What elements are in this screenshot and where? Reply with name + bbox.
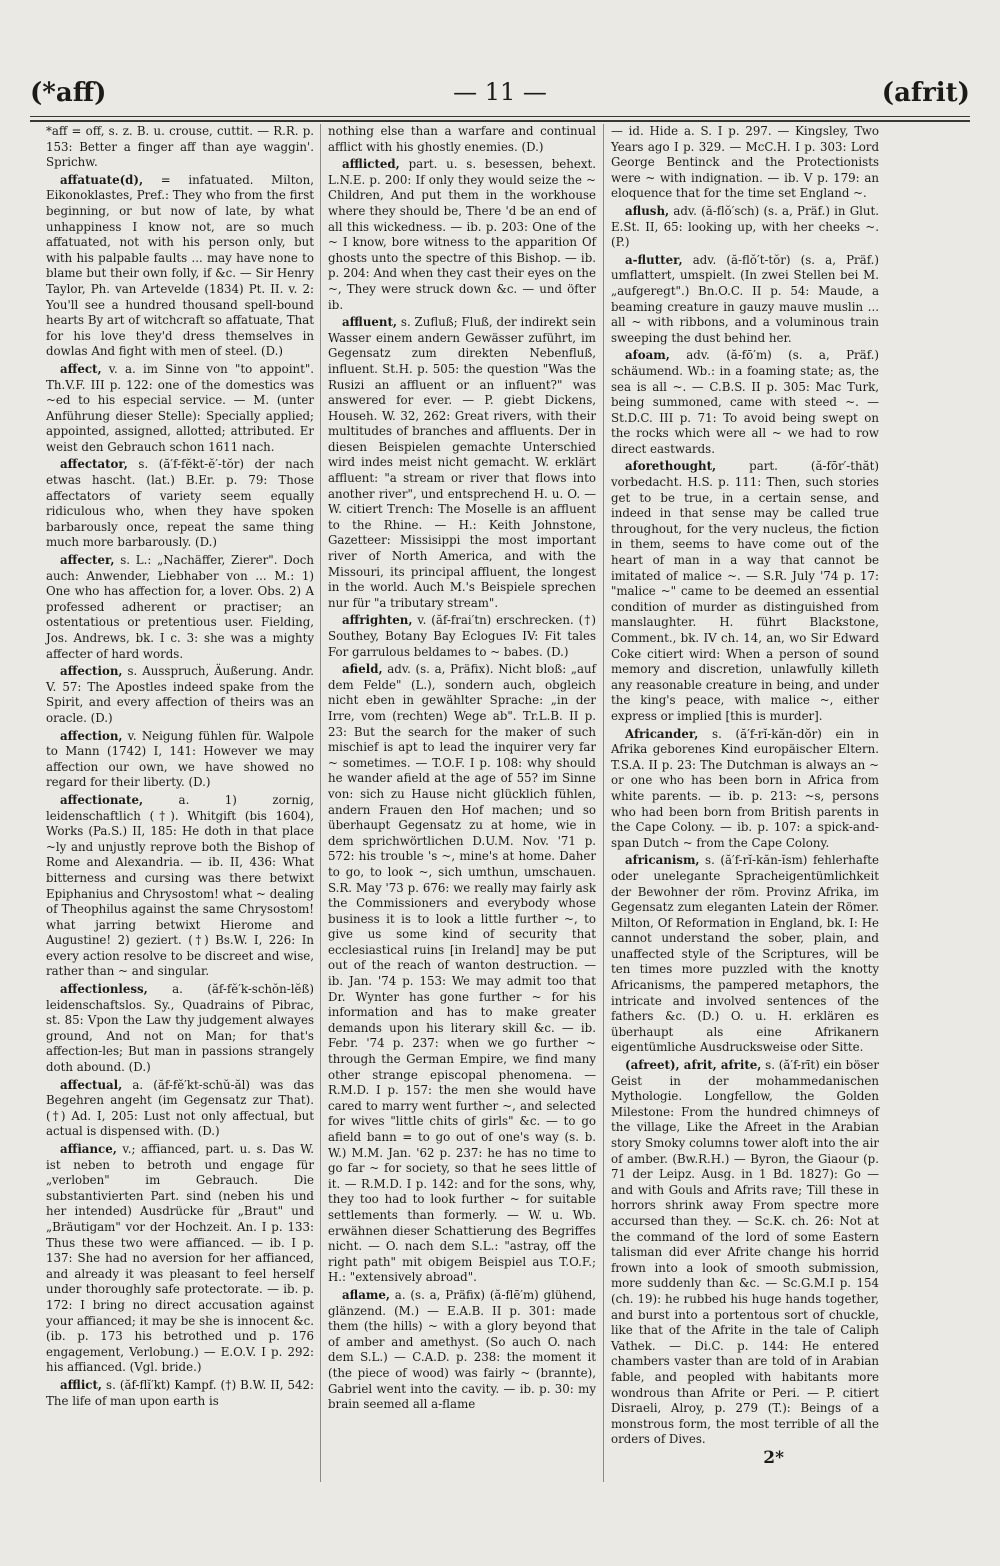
- entry-headword: affatuate(d),: [60, 172, 144, 187]
- entry-headword: affectator,: [60, 457, 128, 472]
- entry-headword: affiance,: [60, 1142, 117, 1156]
- entry-headword: aflush,: [625, 203, 670, 218]
- entry-headword: affection,: [60, 664, 123, 679]
- dictionary-entry: [46, 1142, 314, 1376]
- entry-headword: a-flutter,: [625, 252, 683, 267]
- dictionary-entry: [46, 982, 314, 1076]
- entry-headword: afflicted,: [342, 157, 400, 172]
- entry-headword: afield,: [342, 662, 383, 677]
- dictionary-entry: [611, 204, 879, 251]
- dictionary-entry: [46, 1378, 314, 1409]
- entry-text: a. (ăf-fĕ′k-schŏn-lĕß) leidenschaftslos. Sy., Quadrains of Pibrac, st. 85: Vpon the Law thy judgement alwayes ground, And not on Man; for that's affection-les; But man in passions strangely doth abound. (D.): [46, 982, 314, 1075]
- entry-headword: affectionless,: [60, 982, 148, 997]
- entry-text: adv. (ă-fō′m) (s. a, Präf.) schäumend. Wb.: in a foaming state; as, the sea is all ~. — C.B.S. II p. 305: Mac Turk, being summoned, came with steed ~. — St.D.C. III p. 71: To avoid being swept on the rocks which were all ~ we had to row direct eastwards.: [611, 348, 879, 456]
- entry-text: s. (ă′f-rĭ-kăn-ĭsm) fehlerhafte oder unelegante Spracheigentümlichkeit der Bewohner der röm. Provinz Afrika, im Gegensatz zum eleganten Latein der Römer. Milton, Of Reformation in England, bk. I: He cannot understand the sober, plain, and unaffected style of the Scriptures, will be ten times more puzzled with the knotty Africanisms, the pampered metaphors, the intricate and involved sentences of the fathers &c. (D.) O. u. H. erklären es überhaupt als eine Afrikanern eigentümliche Ausdrucksweise oder Sitte.: [611, 853, 879, 1055]
- entry-text: v. (ăf-frai′tn) erschrecken. (†) Southey, Botany Bay Eclogues IV: Fit tales For garrulous beldames to ~ babes. (D.): [328, 613, 596, 659]
- column-divider: [320, 124, 321, 1482]
- dictionary-entry: [328, 1288, 596, 1413]
- entry-text: v.; affianced, part. u. s. Das W. ist neben to betroth und engage für „verloben" im Gebrauch. Die substantivierten Part. sind (neben his und her intended) Ausdrücke für „Braut" und „Bräutigam" vor der Hochzeit. An. I p. 133: Thus these two were affianced. — ib. I p. 137: She had no aversion for her affianced, and already it was pleasant to feel herself under thoroughly safe protectorate. — ib. p. 172: I bring no direct accusation against your affianced; it may be she is innocent &c. (ib. p. 173 his betrothed und p. 176 engagement, Verlobung.) — E.O.V. I p. 292: his affianced. (Vgl. bride.): [46, 1142, 314, 1375]
- dictionary-entry: [46, 729, 314, 791]
- dictionary-entry: [46, 664, 314, 726]
- entry-text: s. Ausspruch, Äußerung. Andr. V. 57: The Apostles indeed spake from the Spirit, and every affection of theirs was an oracle. (D.): [46, 664, 314, 725]
- dictionary-entry: [611, 124, 879, 202]
- entry-headword: affrighten,: [342, 613, 413, 628]
- dictionary-entry: [46, 793, 314, 980]
- header-left-guideword: (*aff): [30, 78, 107, 108]
- dictionary-entry: [328, 613, 596, 660]
- entry-text: s. (ă′f-fĕkt-ĕ′-tŏr) der nach etwas hascht. (lat.) B.Er. p. 79: Those affectators of variety seem equally ridiculous who, when they have spoken barbarously once, repeat the same thing much more barbarously. (D.): [46, 457, 314, 550]
- header-right-guideword: (afrit): [881, 78, 970, 108]
- dictionary-entry: [611, 727, 879, 852]
- entry-text: s. L.: „Nachäffer, Zierer". Doch auch: Anwender, Liebhaber von ... M.: 1) One who has affection for, a lover. Obs. 2) A professed adherent or practiser; an ostentatious or pretentious user. Fielding, Jos. Andrews, bk. I c. 3: she was a mighty affecter of hard words.: [46, 553, 314, 661]
- dictionary-entry: [611, 853, 879, 1056]
- column-1: [46, 124, 314, 1411]
- dictionary-entry: [46, 362, 314, 456]
- entry-text: a. (s. a, Präfix) (ă-flē′m) glühend, glänzend. (M.) — E.A.B. II p. 301: made them (the hills) ~ with a glory beyond that of amber and amethyst. (So auch O. nach dem S.L.) — C.A.D. p. 238: the moment it (the piece of wood) was fairly ~ (brannte), Gabriel went into the cavity. — ib. p. 30: my brain seemed all a-flame: [328, 1287, 596, 1412]
- entry-text: v. Neigung fühlen für. Walpole to Mann (1742) I, 141: However we may affection our own, we have showed no regard for their liberty. (D.): [46, 728, 314, 790]
- entry-headword: affecter,: [60, 553, 115, 568]
- dictionary-entry: [46, 457, 314, 551]
- entry-headword: afoam,: [625, 348, 670, 363]
- entry-text: = infatuated. Milton, Eikonoklastes, Pref.: They who from the first beginning, or but now of late, by what unhappiness I know not, are so much affatuated, not with his person only, but with his palpable faults ... may have none to blame but their own folly, if &c. — Sir Henry Taylor, Ph. van Artevelde (1834) Pt. II. v. 2: You'll see a hundred thousand spell-bound hearts By art of witchcraft so affatuate, That for his love they'd dress themselves in dowlas And fight with men of steel. (D.): [46, 172, 314, 359]
- entry-text: adv. (ă-flŏ′sch) (s. a, Präf.) in Glut. E.St. II, 65: looking up, with her cheeks ~. (P.): [611, 203, 879, 250]
- dictionary-entry: [611, 1058, 879, 1448]
- entry-text: s. (ă′f-rĭ-kăn-dŏr) ein in Afrika geborenes Kind europäischer Eltern. T.S.A. II p. 23: The Dutchman is always an ~ or one who has been born in Africa from white parents. — ib. p. 213: ~s, persons who had been born from British parents in the Cape Colony. — ib. p. 107: a spick-and-span Dutch ~ from the Cape Colony.: [611, 726, 879, 850]
- column-2: [328, 124, 596, 1415]
- column-divider: [603, 124, 604, 1482]
- entry-text: part. u. s. besessen, behext. L.N.E. p. 200: If only they would seize the ~ Children, And put them in the workhouse where they should be, There 'd be an end of all this wickedness. — ib. p. 203: One of the ~ I know, bore witness to the apparition Of ghosts unto the spectre of this Bishop. — ib. p. 204: And when they cast their eyes on the ~, They were struck down &c. — und öfter ib.: [328, 157, 596, 312]
- column-3: [611, 124, 879, 1450]
- entry-text: adv. (ă-flŏ′t-tŏr) (s. a, Präf.) umflattert, umspielt. (In zwei Stellen bei M. „aufgeregt".) Bn.O.C. II p. 54: Maude, a beaming creature in gauzy mauve muslin ... all ~ with ribbons, and a voluminous train sweeping the dust behind her.: [611, 252, 879, 345]
- entry-headword: affectionate,: [60, 792, 144, 807]
- dictionary-entry: [328, 662, 596, 1286]
- entry-text: adv. (s. a, Präfix). Nicht bloß: „auf dem Felde" (L.), sondern auch, obgleich nicht eben in gewählter Sprache: „in der Irre, vom (rechten) Wege ab". Tr.L.B. II p. 23: But the search for the maker of such mischief is apt to lead the inquirer very far ~ sometimes. — T.O.F. I p. 108: why should he wander afield at the age of 55? im Sinne von: sich zu Hause nicht glücklich fühlen, andern Frauen den Hof machen; und so überhaupt Gegensatz zu at home, wie in dem sprichwörtlichen D.U.M. Nov. '71 p. 572: his trouble 's ~, mine's at home. Daher to go, to look ~, sich umthun, umschauen. S.R. May '73 p. 676: we really may fairly ask the Commissioners and everybody whose business it is to look a little further ~, to give us some kind of security that ecclesiastical ruins [in Ireland] may be put out of the reach of wanton destruction. — ib. Jan. '74 p. 153: We may admit too that Dr. Wynter has gone further ~ for his information and has to make greater demands upon his literary skill &c. — ib. Febr. '74 p. 237: when we go further ~ through the German Empire, we find many other strange episcopal phenomena. — R.M.D. I p. 157: the men she would have cared to marry went further ~, and selected for wives "little chits of girls" &c. — to go afield bann = to go out of one's way (s. b. W.) M.M. Jan. '62 p. 237: he has no time to go far ~ for society, so that he sees little of it. — R.M.D. I p. 142: and for the sons, why, they too had to look further ~ for suitable settlements than formerly. — W. u. Wb. erwähnen dieser Schattierung des Begriffes nicht. — O. nach dem S.L.: "astray, off the right path" mit obigem Beispiel aus T.O.F.; H.: "extensively abroad".: [328, 662, 596, 1285]
- entry-headword: affluent,: [342, 315, 398, 330]
- entry-text: part. (ă-fōr′-thăt) vorbedacht. H.S. p. 111: Then, such stories get to be true, in a certain sense, and indeed in that sense may be called true throughout, for the very nucleus, the fiction in them, seems to have come out of the heart of man in a way that cannot be imitated of malice ~. — S.R. July '74 p. 17: "malice ~" came to be deemed an essential condition of murder as distinguished from manslaughter. H. führt Blackstone, Comment., bk. IV ch. 14, an, wo Sir Edward Coke citiert wird: When a person of sound memory and discretion, unlawfully killeth any reasonable creature in being, and under the king's peace, with malice ~, either express or implied [this is murder].: [611, 459, 879, 723]
- dictionary-entry: [328, 124, 596, 155]
- dictionary-entry: [611, 348, 879, 457]
- entry-headword: aflame,: [342, 1287, 390, 1302]
- dictionary-entry: [46, 553, 314, 662]
- entry-text: a. 1) zornig, leidenschaftlich (†). Whitgift (bis 1604), Works (Pa.S.) II, 185: He doth in that place ~ly and unjustly reprove both the Bishop of Rome and Alexandria. — ib. II, 436: What bitterness and cursing was there betwixt Epiphanius and Chrysostom! what ~ dealing of Theophilus against the same Chrysostom! what jarring betwixt Hierome and Augustine! 2) geziert. (†) Bs.W. I, 226: In every action resolve to be discreet and wise, rather than ~ and singular.: [46, 792, 314, 979]
- header-rule-thin: [30, 116, 970, 117]
- dictionary-entry: [46, 124, 314, 171]
- dictionary-entry: [611, 459, 879, 724]
- entry-text: s. (ă′f-rīt) ein böser Geist in der mohammedanischen Mythologie. Longfellow, the Golden Milestone: From the hundred chimneys of the village, Like the Afreet in the Arabian story Smoky columns tower aloft into the air of amber. (Bw.R.H.) — Byron, the Giaour (p. 71 der Leipz. Ausg. in 1 Bd. 1827): Go — and with Gouls and Afrits rave; Till these in horrors shrink away From spectre more accursed than they. — Sc.K. ch. 26: Not at the command of the lord of some Eastern talisman did ever Afrite change his horrid frown into a look of smooth submission, more suddenly than &c. — Sc.G.M.I p. 154 (ch. 19): he rubbed his huge hands together, and burst into a portentous sort of chuckle, like that of the Afrite in the tale of Caliph Vathek. — Di.C. p. 144: He entered chambers vaster than are told of in Arabian fable, and peopled with habitants more wondrous than Afrite or Peri. — P. citiert Disraeli, Alroy, p. 279 (T.): Beings of a monstrous form, the most terrible of all the orders of Dives.: [611, 1058, 879, 1447]
- entry-text: — id. Hide a. S. I p. 297. — Kingsley, Two Years ago I p. 329. — McC.H. I p. 303: Lord George Bentinck and the Protectionists were ~ with indignation. — ib. V p. 179: an eloquence that for the time set England ~.: [611, 124, 879, 201]
- dictionary-entry: [46, 1078, 314, 1140]
- entry-text: *aff = off, s. z. B. u. crouse, cuttit. — R.R. p. 153: Better a finger aff than aye waggin'. Sprichw.: [46, 124, 314, 170]
- entry-headword: afflict,: [60, 1377, 103, 1392]
- entry-headword: (afreet), afrit, afrite,: [625, 1058, 762, 1073]
- page-number: — 11 —: [453, 78, 547, 106]
- page-header: [30, 78, 970, 114]
- dictionary-entry: [611, 253, 879, 347]
- dictionary-entry: [46, 173, 314, 360]
- dictionary-entry: [328, 157, 596, 313]
- entry-headword: affect,: [60, 361, 102, 376]
- dictionary-entry: [328, 315, 596, 611]
- entry-text: s. Zufluß; Fluß, der indirekt sein Wasser einem andern Gewässer zuführt, im Gegensatz zum direkten Nebenfluß, influent. St.H. p. 505: the question "Was the Rusizi an affluent or an influent?" was answered for ever. — P. giebt Dickens, Househ. W. 32, 262: Great rivers, with their multitudes of branches and affluents. Der in diesen Beispielen gemachte Unterschied wird indes meist nicht gemacht. W. erklärt affluent: "a stream or river that flows into another river", und entsprechend H. u. O. — W. citiert Trench: The Moselle is an affluent to the Rhine. — H.: Keith Johnstone, Gazetteer: Missisippi the most important river of North America, and with the Missouri, its principal affluent, the longest in the world. Auch M.'s Beispiele sprechen nur für "a tributary stream".: [328, 315, 596, 610]
- entry-headword: africanism,: [625, 853, 700, 868]
- entry-text: a. (ăf-fĕ′kt-schŭ-ăl) was das Begehren angeht (im Gegensatz zur That). (†) Ad. I, 205: Lust not only affectual, but actual is dispensed with. (D.): [46, 1077, 314, 1139]
- entry-headword: affection,: [60, 728, 123, 743]
- entry-text: v. a. im Sinne von "to appoint". Th.V.F. III p. 122: one of the domestics was ~ed to his especial service. — M. (unter Anführung dieser Stelle): Specially applied; appointed, assigned, allotted; attributed. Er weist den Gebrauch schon 1611 nach.: [46, 361, 314, 454]
- signature-mark: 2*: [763, 1448, 784, 1468]
- entry-headword: aforethought,: [625, 459, 717, 474]
- entry-headword: affectual,: [60, 1077, 123, 1092]
- entry-text: nothing else than a warfare and continual afflict with his ghostly enemies. (D.): [328, 124, 596, 154]
- entry-text: s. (ăf-flĭ′kt) Kampf. (†) B.W. II, 542: The life of man upon earth is: [46, 1377, 314, 1408]
- header-rule-thick: [30, 120, 970, 122]
- entry-headword: Africander,: [625, 726, 699, 741]
